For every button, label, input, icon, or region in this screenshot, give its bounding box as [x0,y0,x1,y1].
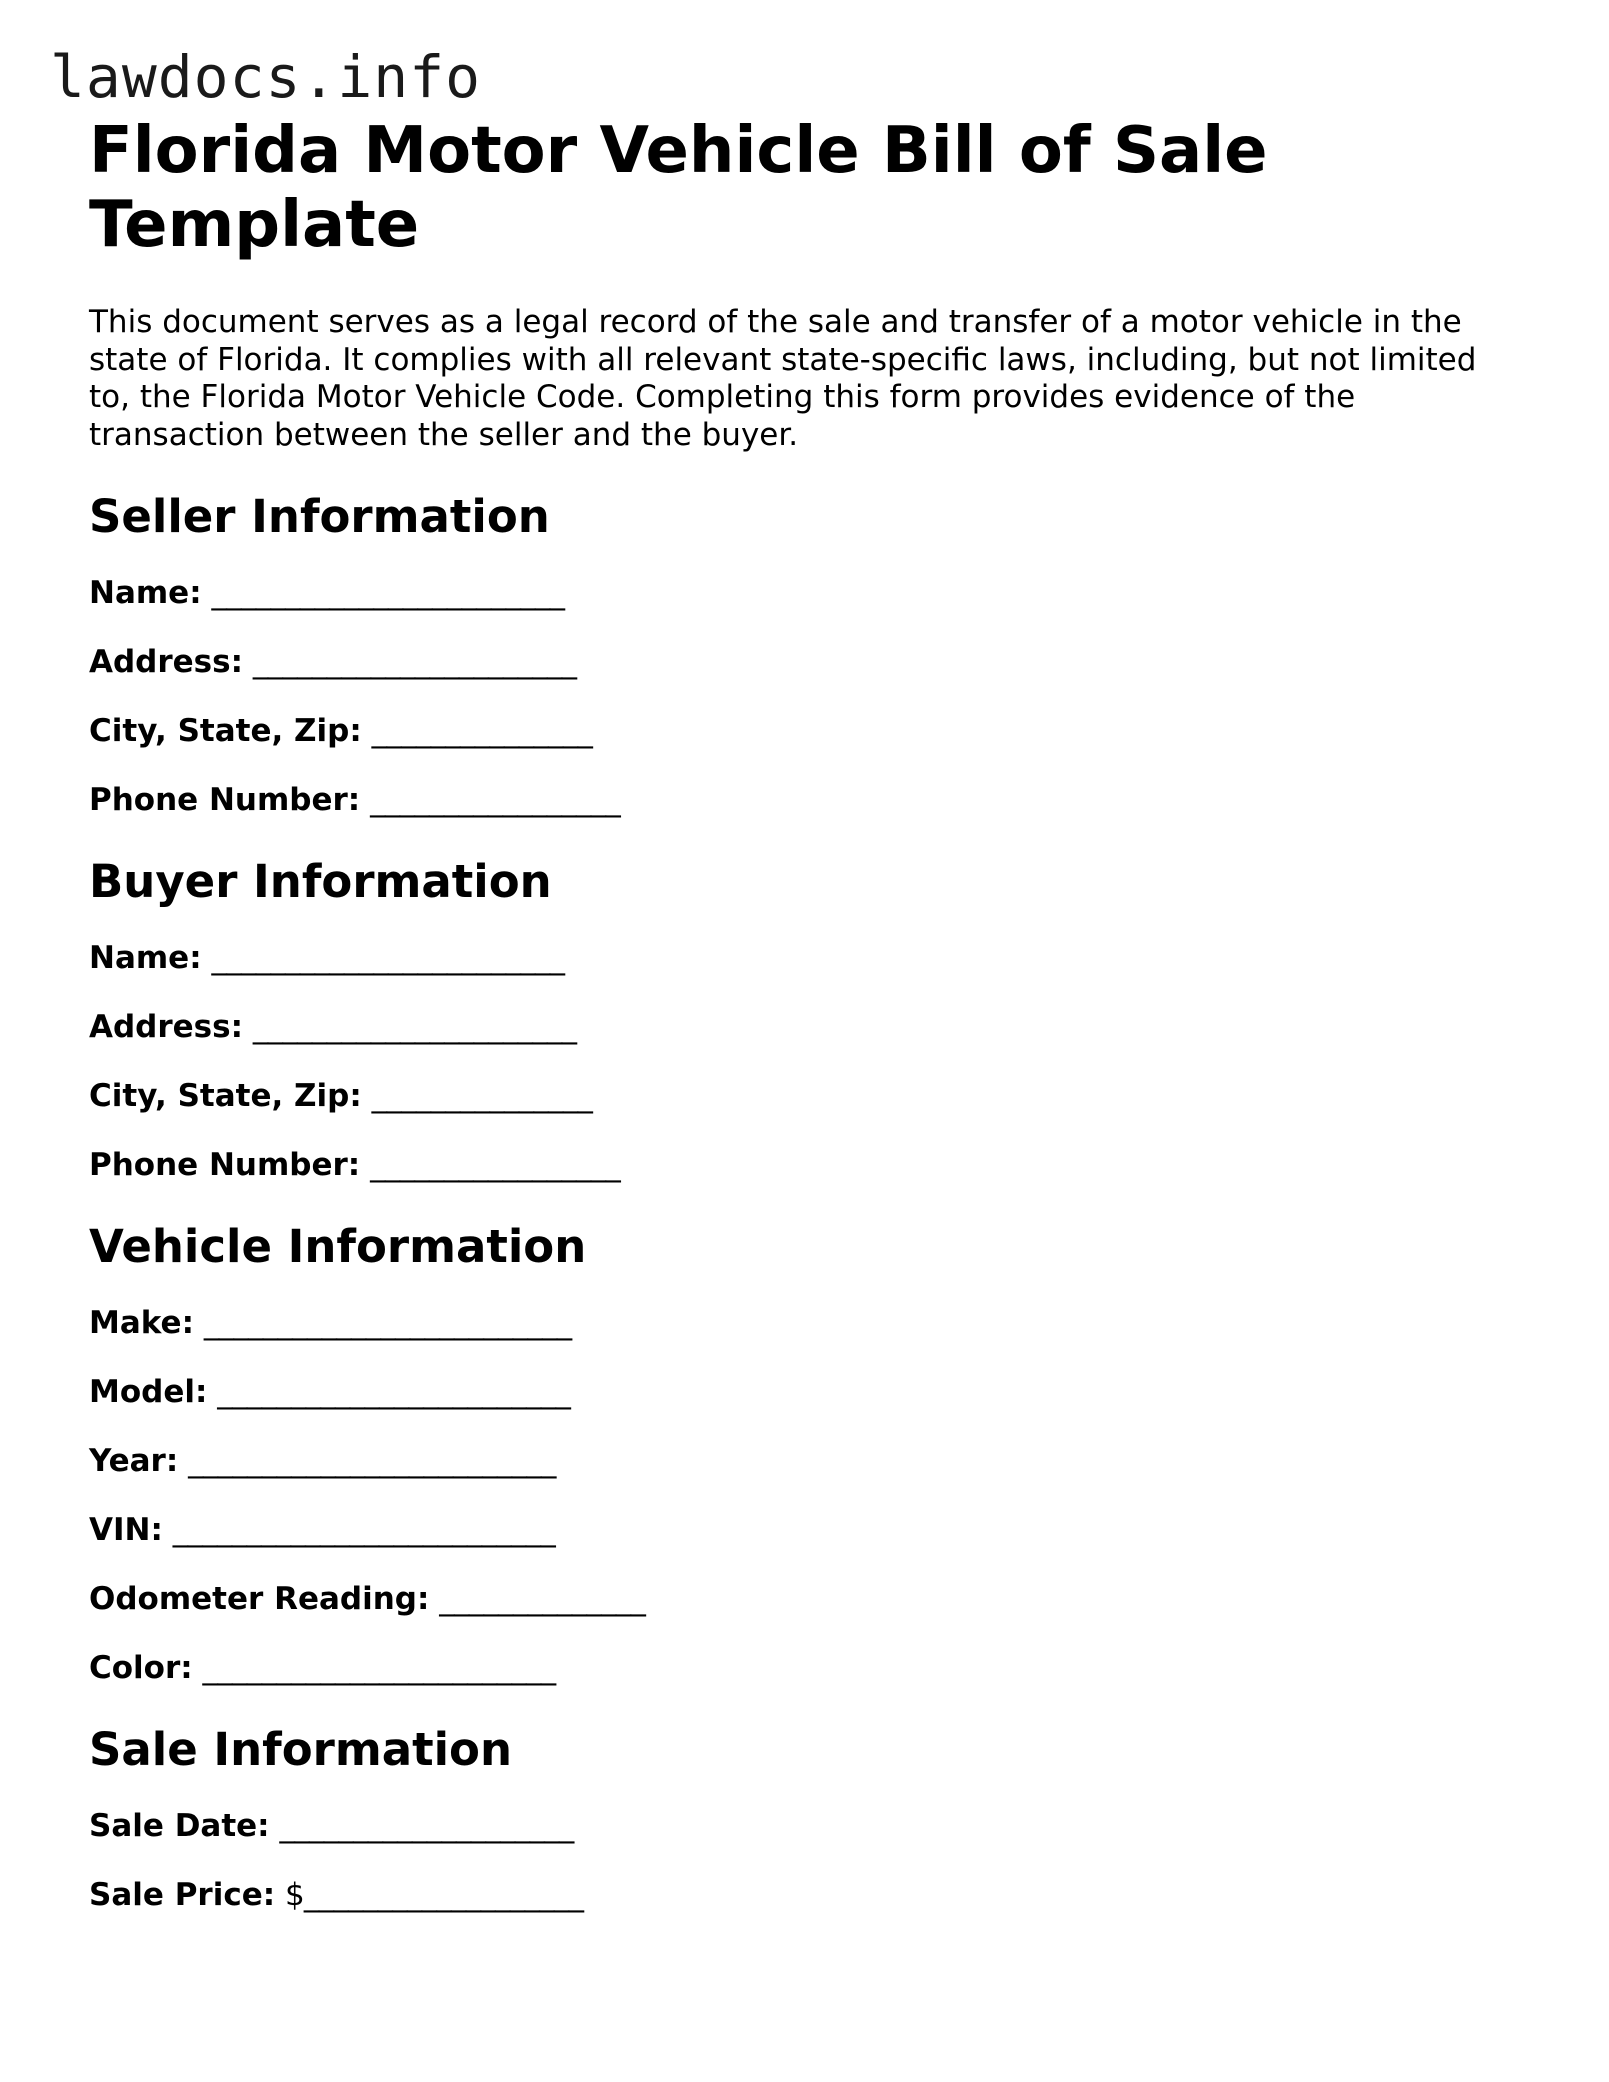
seller-name-field [89,574,1529,612]
field-label: Address: [89,644,243,680]
field-label: Color: [89,1650,193,1686]
seller-address-field [89,643,1529,681]
buyer-name-field [89,939,1529,977]
field-label: City, State, Zip: [89,1078,362,1114]
vehicle-make-blank[interactable]: _________________________ [203,1305,572,1341]
field-label: Name: [89,940,202,976]
vehicle-model-blank[interactable]: ________________________ [217,1374,571,1410]
site-watermark: lawdocs.info [50,43,482,111]
vehicle-section-heading: Vehicle Information [89,1220,587,1273]
field-label: Odometer Reading: [89,1581,430,1617]
buyer-city-state-zip-blank[interactable]: _______________ [371,1078,593,1114]
field-label: VIN: [89,1512,163,1548]
vehicle-odometer-blank[interactable]: ______________ [439,1581,646,1617]
vehicle-odometer-field [89,1580,1529,1618]
buyer-phone-blank[interactable]: _________________ [370,1147,620,1183]
vehicle-year-field [89,1442,1529,1480]
sale-price-blank[interactable]: $___________________ [284,1877,584,1913]
field-label: Address: [89,1009,243,1045]
field-label: Sale Price: [89,1877,276,1913]
vehicle-color-blank[interactable]: ________________________ [202,1650,556,1686]
seller-address-blank[interactable]: ______________________ [252,644,577,680]
vehicle-color-field [89,1649,1529,1687]
buyer-fields [89,939,1529,1184]
intro-paragraph: This document serves as a legal record of the sale and transfer of a motor vehicle in the state of Florida. It complies with all relevant state-specific laws, including, but not limited to, the Florida Motor Vehicle Code. Completing this form provides evidence of the transaction between the seller and the buyer. [89,304,1477,453]
seller-section-heading: Seller Information [89,490,550,543]
seller-city-state-zip-field [89,712,1529,750]
buyer-phone-field [89,1146,1529,1184]
buyer-city-state-zip-field [89,1077,1529,1115]
document-body [89,114,1529,1914]
field-label: Sale Date: [89,1808,270,1844]
vehicle-vin-blank[interactable]: __________________________ [172,1512,555,1548]
sale-date-field [89,1807,1529,1845]
buyer-name-blank[interactable]: ________________________ [211,940,565,976]
field-label: Name: [89,575,202,611]
field-label: City, State, Zip: [89,713,362,749]
buyer-section-heading: Buyer Information [89,855,552,908]
sale-fields [89,1807,1529,1914]
seller-name-blank[interactable]: ________________________ [211,575,565,611]
field-label: Phone Number: [89,1147,361,1183]
document-title: Florida Motor Vehicle Bill of Sale Template [89,114,1268,262]
field-label: Phone Number: [89,782,361,818]
vehicle-year-blank[interactable]: _________________________ [188,1443,556,1479]
field-label: Make: [89,1305,194,1341]
seller-fields [89,574,1529,819]
sale-price-field [89,1876,1529,1914]
field-label: Model: [89,1374,208,1410]
vehicle-fields [89,1304,1529,1687]
seller-city-state-zip-blank[interactable]: _______________ [371,713,593,749]
buyer-address-blank[interactable]: ______________________ [252,1009,577,1045]
field-label: Year: [89,1443,179,1479]
vehicle-model-field [89,1373,1529,1411]
seller-phone-field [89,781,1529,819]
seller-phone-blank[interactable]: _________________ [370,782,620,818]
sale-date-blank[interactable]: ____________________ [279,1808,574,1844]
vehicle-make-field [89,1304,1529,1342]
vehicle-vin-field [89,1511,1529,1549]
buyer-address-field [89,1008,1529,1046]
sale-section-heading: Sale Information [89,1723,512,1776]
